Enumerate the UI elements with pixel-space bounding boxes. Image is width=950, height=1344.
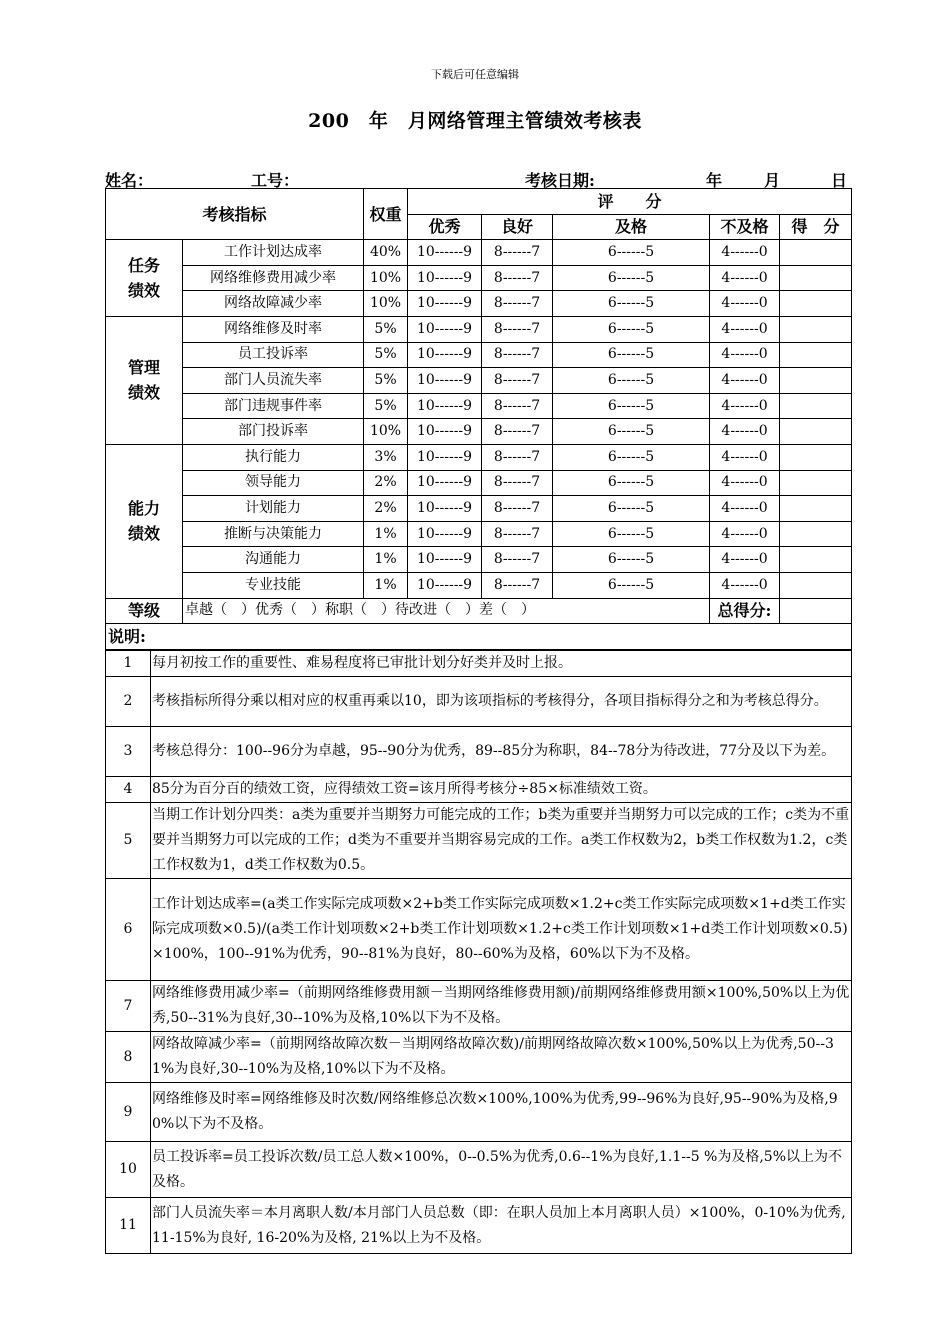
- pass-range: 6------5: [553, 496, 710, 522]
- indicator-label: 部门人员流失率: [183, 368, 364, 394]
- good-range: 8------7: [482, 393, 553, 419]
- group-name: 能力 绩效: [106, 444, 183, 598]
- weight-header: 权重: [364, 189, 408, 240]
- note-row: [106, 727, 852, 777]
- fail-range: 4------0: [710, 393, 780, 419]
- kpi-row: [106, 316, 852, 342]
- excellent-range: 10------9: [408, 368, 482, 394]
- pass-range: 6------5: [553, 547, 710, 573]
- pass-range: 6------5: [553, 265, 710, 291]
- score-cell[interactable]: [780, 521, 852, 547]
- group-name: 管理 绩效: [106, 316, 183, 444]
- fail-header: 不及格: [710, 214, 780, 240]
- score-cell[interactable]: [780, 547, 852, 573]
- pass-range: 6------5: [553, 291, 710, 317]
- kpi-row: [106, 342, 852, 368]
- indicator-weight: 5%: [364, 316, 408, 342]
- pass-range: 6------5: [553, 444, 710, 470]
- score-cell[interactable]: [780, 393, 852, 419]
- score-cell[interactable]: [780, 368, 852, 394]
- excellent-range: 10------9: [408, 547, 482, 573]
- kpi-row: [106, 470, 852, 496]
- good-range: 8------7: [482, 316, 553, 342]
- good-range: 8------7: [482, 240, 553, 266]
- score-cell[interactable]: [780, 240, 852, 266]
- pass-range: 6------5: [553, 521, 710, 547]
- kpi-row: [106, 240, 852, 266]
- pass-header: 及格: [553, 214, 710, 240]
- good-range: 8------7: [482, 265, 553, 291]
- fail-range: 4------0: [710, 496, 780, 522]
- score-cell[interactable]: [780, 265, 852, 291]
- good-range: 8------7: [482, 419, 553, 445]
- fail-range: 4------0: [710, 342, 780, 368]
- kpi-row: [106, 265, 852, 291]
- indicator-weight: 1%: [364, 547, 408, 573]
- note-text: 考核总得分：100--96分为卓越，95--90分为优秀，89--85分为称职，84--78分为待改进，77分及以下为差。: [151, 727, 852, 777]
- good-range: 8------7: [482, 496, 553, 522]
- indicator-label: 网络维修费用减少率: [183, 265, 364, 291]
- pass-range: 6------5: [553, 240, 710, 266]
- pass-range: 6------5: [553, 368, 710, 394]
- note-number: 8: [106, 1032, 151, 1083]
- pass-range: 6------5: [553, 572, 710, 598]
- score-header: 得 分: [780, 214, 852, 240]
- indicator-weight: 2%: [364, 470, 408, 496]
- indicator-label: 领导能力: [183, 470, 364, 496]
- page-title: 200 年 月网络管理主管绩效考核表: [308, 110, 642, 132]
- notes-table: [105, 650, 852, 1254]
- month-label: 月: [764, 171, 781, 190]
- note-text: 网络故障减少率=（前期网络故障次数－当期网络故障次数)/前期网络故障次数×100%,50%以上为优秀,50--31%为良好,30--10%为及格,10%以下为不及格。: [151, 1032, 852, 1083]
- good-range: 8------7: [482, 291, 553, 317]
- fail-range: 4------0: [710, 368, 780, 394]
- note-row: [106, 677, 852, 727]
- note-text: 工作计划达成率=(a类工作实际完成项数×2+b类工作实际完成项数×1.2+c类工作实际完成项数×1+d类工作实际完成项数×0.5)/(a类工作计划项数×2+b类工作计划项数×1.2+c类工作计划项数×1+d类工作计划项数×0.5)×100%，100--91%为优秀，90--81%为良好，80--60%为及格，60%以下为不及格。: [151, 879, 852, 981]
- pass-range: 6------5: [553, 342, 710, 368]
- note-number: 1: [106, 651, 151, 677]
- fail-range: 4------0: [710, 521, 780, 547]
- fail-range: 4------0: [710, 265, 780, 291]
- note-number: 5: [106, 803, 151, 879]
- excellent-range: 10------9: [408, 393, 482, 419]
- score-cell[interactable]: [780, 291, 852, 317]
- pass-range: 6------5: [553, 393, 710, 419]
- note-text: 部门人员流失率＝本月离职人数/本月部门人员总数（即：在职人员加上本月离职人员）×100%，0-10%为优秀,11-15%为良好, 16-20%为及格, 21%以上为不及格。: [151, 1198, 852, 1254]
- note-row: [106, 1083, 852, 1142]
- year-label: 年: [706, 171, 723, 190]
- indicator-label: 计划能力: [183, 496, 364, 522]
- good-header: 良好: [482, 214, 553, 240]
- note-row: [106, 803, 852, 879]
- excellent-range: 10------9: [408, 316, 482, 342]
- note-number: 10: [106, 1142, 151, 1198]
- excellent-range: 10------9: [408, 572, 482, 598]
- indicator-label: 网络维修及时率: [183, 316, 364, 342]
- score-cell[interactable]: [780, 470, 852, 496]
- rating-header: 评 分: [408, 189, 852, 215]
- fail-range: 4------0: [710, 444, 780, 470]
- indicator-weight: 10%: [364, 291, 408, 317]
- kpi-row: [106, 393, 852, 419]
- excellent-range: 10------9: [408, 291, 482, 317]
- note-text: 每月初按工作的重要性、难易程度将已审批计划分好类并及时上报。: [151, 651, 852, 677]
- note-number: 7: [106, 981, 151, 1032]
- indicator-header: 考核指标: [106, 189, 364, 240]
- notes-label: 说明:: [106, 624, 852, 650]
- indicator-weight: 40%: [364, 240, 408, 266]
- indicator-weight: 10%: [364, 419, 408, 445]
- indicator-weight: 3%: [364, 444, 408, 470]
- indicator-label: 沟通能力: [183, 547, 364, 573]
- note-number: 11: [106, 1198, 151, 1254]
- note-text: 网络维修费用减少率=（前期网络维修费用额－当期网络维修费用额)/前期网络维修费用额×100%,50%以上为优秀,50--31%为良好,30--10%为及格,10%以下为不及格。: [151, 981, 852, 1032]
- kpi-row: [106, 521, 852, 547]
- excellent-range: 10------9: [408, 342, 482, 368]
- good-range: 8------7: [482, 368, 553, 394]
- fail-range: 4------0: [710, 240, 780, 266]
- fail-range: 4------0: [710, 547, 780, 573]
- excellent-range: 10------9: [408, 240, 482, 266]
- score-cell[interactable]: [780, 444, 852, 470]
- kpi-row: [106, 419, 852, 445]
- grade-label: 等级: [106, 598, 183, 624]
- name-label: 姓名：: [105, 171, 154, 190]
- note-row: [106, 1032, 852, 1083]
- fail-range: 4------0: [710, 572, 780, 598]
- kpi-row: [106, 444, 852, 470]
- review-date-label: 考核日期:: [525, 171, 595, 190]
- kpi-row: [106, 291, 852, 317]
- fail-range: 4------0: [710, 470, 780, 496]
- indicator-weight: 1%: [364, 572, 408, 598]
- indicator-label: 部门投诉率: [183, 419, 364, 445]
- note-number: 6: [106, 879, 151, 981]
- kpi-row: [106, 496, 852, 522]
- kpi-row: [106, 368, 852, 394]
- total-score-cell[interactable]: [780, 598, 852, 624]
- score-cell[interactable]: [780, 496, 852, 522]
- excellent-range: 10------9: [408, 444, 482, 470]
- good-range: 8------7: [482, 470, 553, 496]
- pass-range: 6------5: [553, 419, 710, 445]
- indicator-weight: 10%: [364, 265, 408, 291]
- note-row: [106, 1142, 852, 1198]
- note-row: [106, 981, 852, 1032]
- note-text: 员工投诉率=员工投诉次数/员工总人数×100%，0--0.5%为优秀,0.6--1%为良好,1.1--5 %为及格,5%以上为不及格。: [151, 1142, 852, 1198]
- note-number: 9: [106, 1083, 151, 1142]
- kpi-table: [105, 188, 852, 650]
- note-row: [106, 879, 852, 981]
- indicator-weight: 1%: [364, 521, 408, 547]
- fail-range: 4------0: [710, 291, 780, 317]
- header-note: 下载后可任意编辑: [431, 68, 519, 81]
- good-range: 8------7: [482, 572, 553, 598]
- note-number: 2: [106, 677, 151, 727]
- grade-row: [106, 598, 852, 624]
- notes-label-row: [106, 624, 852, 650]
- excellent-header: 优秀: [408, 214, 482, 240]
- excellent-range: 10------9: [408, 521, 482, 547]
- excellent-range: 10------9: [408, 496, 482, 522]
- note-number: 3: [106, 727, 151, 777]
- indicator-label: 网络故障减少率: [183, 291, 364, 317]
- kpi-row: [106, 547, 852, 573]
- indicator-weight: 2%: [364, 496, 408, 522]
- grade-options[interactable]: 卓越（ ）优秀（ ）称职（ ）待改进（ ）差（ ）: [183, 598, 710, 624]
- good-range: 8------7: [482, 547, 553, 573]
- score-cell[interactable]: [780, 419, 852, 445]
- score-cell[interactable]: [780, 316, 852, 342]
- good-range: 8------7: [482, 444, 553, 470]
- score-cell[interactable]: [780, 572, 852, 598]
- indicator-label: 专业技能: [183, 572, 364, 598]
- employee-id-label: 工号：: [251, 171, 300, 190]
- indicator-label: 部门违规事件率: [183, 393, 364, 419]
- excellent-range: 10------9: [408, 470, 482, 496]
- pass-range: 6------5: [553, 316, 710, 342]
- note-text: 网络维修及时率=网络维修及时次数/网络维修总次数×100%,100%为优秀,99--96%为良好,95--90%为及格,90%以下为不及格。: [151, 1083, 852, 1142]
- indicator-label: 推断与决策能力: [183, 521, 364, 547]
- note-row: [106, 651, 852, 677]
- indicator-label: 工作计划达成率: [183, 240, 364, 266]
- good-range: 8------7: [482, 342, 553, 368]
- note-text: 考核指标所得分乘以相对应的权重再乘以10，即为该项指标的考核得分，各项目指标得分之和为考核总得分。: [151, 677, 852, 727]
- indicator-label: 员工投诉率: [183, 342, 364, 368]
- note-row: [106, 777, 852, 803]
- fail-range: 4------0: [710, 419, 780, 445]
- excellent-range: 10------9: [408, 265, 482, 291]
- indicator-weight: 5%: [364, 368, 408, 394]
- indicator-label: 执行能力: [183, 444, 364, 470]
- total-score-label: 总得分:: [710, 598, 780, 624]
- day-label: 日: [831, 171, 848, 190]
- pass-range: 6------5: [553, 470, 710, 496]
- info-row: [105, 166, 851, 190]
- note-number: 4: [106, 777, 151, 803]
- excellent-range: 10------9: [408, 419, 482, 445]
- good-range: 8------7: [482, 521, 553, 547]
- note-text: 当期工作计划分四类：a类为重要并当期努力可能完成的工作；b类为重要并当期努力可以完成的工作；c类为不重要并当期努力可以完成的工作；d类为不重要并当期容易完成的工作。a类工作权数为2，b类工作权数为1.2，c类工作权数为1，d类工作权数为0.5。: [151, 803, 852, 879]
- note-row: [106, 1198, 852, 1254]
- kpi-row: [106, 572, 852, 598]
- score-cell[interactable]: [780, 342, 852, 368]
- group-name: 任务 绩效: [106, 240, 183, 317]
- note-text: 85分为百分百的绩效工资，应得绩效工资=该月所得考核分÷85×标准绩效工资。: [151, 777, 852, 803]
- fail-range: 4------0: [710, 316, 780, 342]
- indicator-weight: 5%: [364, 393, 408, 419]
- indicator-weight: 5%: [364, 342, 408, 368]
